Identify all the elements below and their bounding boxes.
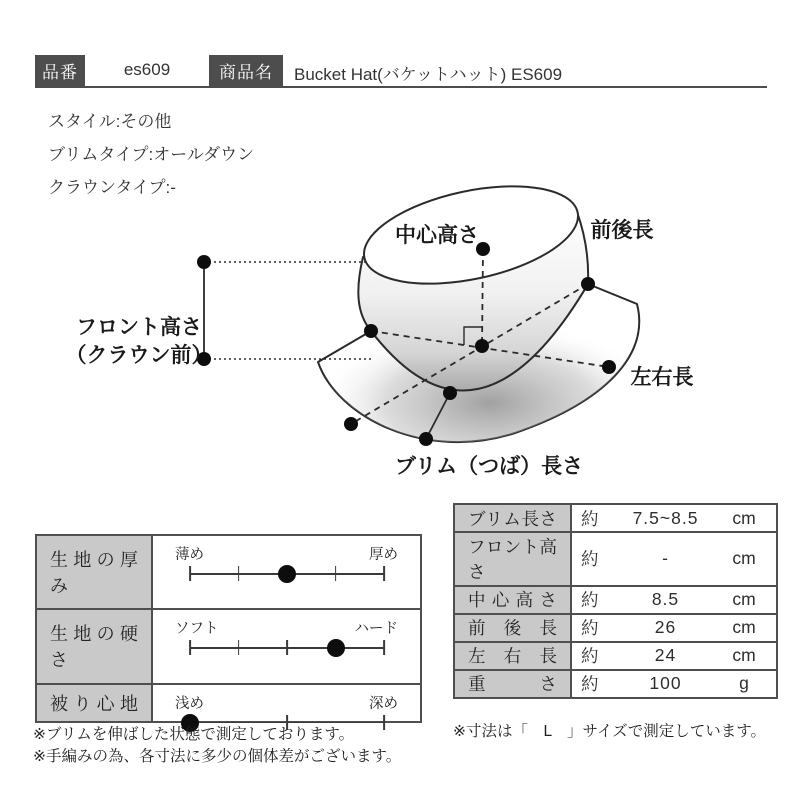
note-handmade-variance: ※手編みの為、各寸法に多少の個体差がございます。 xyxy=(33,748,402,765)
size-value: - xyxy=(662,548,669,569)
scale-value-dot xyxy=(327,639,345,657)
note-brim-measurement: ※ブリムを伸ばした状態で測定しております。 xyxy=(33,726,355,743)
table-row xyxy=(454,642,777,670)
scale-tick xyxy=(383,640,385,655)
scale-tick xyxy=(238,566,240,581)
left-right-length-label: 左右長 xyxy=(630,366,694,389)
scale-left-label: ソフト xyxy=(175,621,219,638)
fit-row-label: 被り心地 xyxy=(50,693,138,714)
scale-right-label: ハード xyxy=(354,621,398,638)
table-row xyxy=(454,670,777,698)
size-row-label: 左右長 xyxy=(468,646,557,667)
fit-row-label: 生地の厚み xyxy=(50,550,138,597)
front-height-label-line2: （クラウン前） xyxy=(65,344,213,367)
item-number-value: es609 xyxy=(123,60,171,79)
scale-left-label: 浅め xyxy=(175,695,204,712)
header-underline xyxy=(35,86,767,88)
fit-row-label: 生地の硬さ xyxy=(50,624,138,671)
approx-prefix: 約 xyxy=(581,508,599,529)
product-name-label: 商品名 xyxy=(209,55,283,86)
size-value: 100 xyxy=(649,673,682,694)
size-row-label: フロント高さ xyxy=(468,536,557,582)
size-value: 26 xyxy=(654,617,677,638)
table-row xyxy=(454,586,777,614)
front-height-label-line1: フロント高さ xyxy=(76,316,202,339)
brim-length-label: ブリム（つば）長さ xyxy=(394,455,584,478)
size-unit: cm xyxy=(732,507,756,528)
approx-prefix: 約 xyxy=(581,590,599,611)
front-back-length-label: 前後長 xyxy=(590,219,654,242)
size-value: 8.5 xyxy=(651,589,680,610)
thickness-scale xyxy=(190,565,384,583)
table-row xyxy=(36,684,421,723)
scale-tick xyxy=(383,566,385,581)
size-row-label: ブリム長さ xyxy=(468,508,557,529)
center-height-label: 中心高さ xyxy=(395,224,479,247)
scale-tick xyxy=(335,566,337,581)
attribute-brim-type: ブリムタイプ:オールダウン xyxy=(48,145,255,164)
hat-measurement-diagram xyxy=(0,165,800,495)
approx-prefix: 約 xyxy=(581,618,599,639)
item-number-label: 品番 xyxy=(35,55,85,86)
size-table xyxy=(453,503,778,699)
approx-prefix: 約 xyxy=(581,674,599,695)
size-unit: g xyxy=(739,673,749,694)
scale-left-label: 薄め xyxy=(175,547,204,563)
product-name-value: Bucket Hat(バケットハット) ES609 xyxy=(294,65,563,84)
scale-right-label: 厚め xyxy=(369,547,398,563)
size-value: 7.5~8.5 xyxy=(632,507,699,528)
size-unit: cm xyxy=(732,589,756,610)
fabric-fit-table xyxy=(35,534,422,723)
approx-prefix: 約 xyxy=(581,549,599,570)
scale-tick xyxy=(189,566,191,581)
table-row xyxy=(36,535,421,609)
size-row-label: 中心高さ xyxy=(468,590,557,611)
scale-tick xyxy=(238,640,240,655)
scale-value-dot xyxy=(278,565,296,583)
hardness-scale xyxy=(190,639,384,657)
scale-tick xyxy=(286,640,288,655)
note-size-basis: ※寸法は「 L 」サイズで測定しています。 xyxy=(453,723,767,740)
approx-prefix: 約 xyxy=(581,646,599,667)
scale-tick xyxy=(189,640,191,655)
size-row-label: 前後長 xyxy=(468,618,557,639)
size-unit: cm xyxy=(732,548,756,569)
table-row xyxy=(36,609,421,683)
table-row xyxy=(454,504,777,532)
size-value: 24 xyxy=(654,645,677,666)
table-row xyxy=(454,532,777,586)
scale-right-label: 深め xyxy=(369,695,398,712)
attribute-style: スタイル:その他 xyxy=(48,112,172,131)
table-row xyxy=(454,614,777,642)
size-unit: cm xyxy=(732,617,756,638)
center-height-dashed-line xyxy=(482,249,483,346)
scale-tick xyxy=(383,715,385,730)
attribute-crown-type: クラウンタイプ:- xyxy=(48,178,176,197)
size-row-label: 重さ xyxy=(468,674,557,695)
size-unit: cm xyxy=(732,645,756,666)
